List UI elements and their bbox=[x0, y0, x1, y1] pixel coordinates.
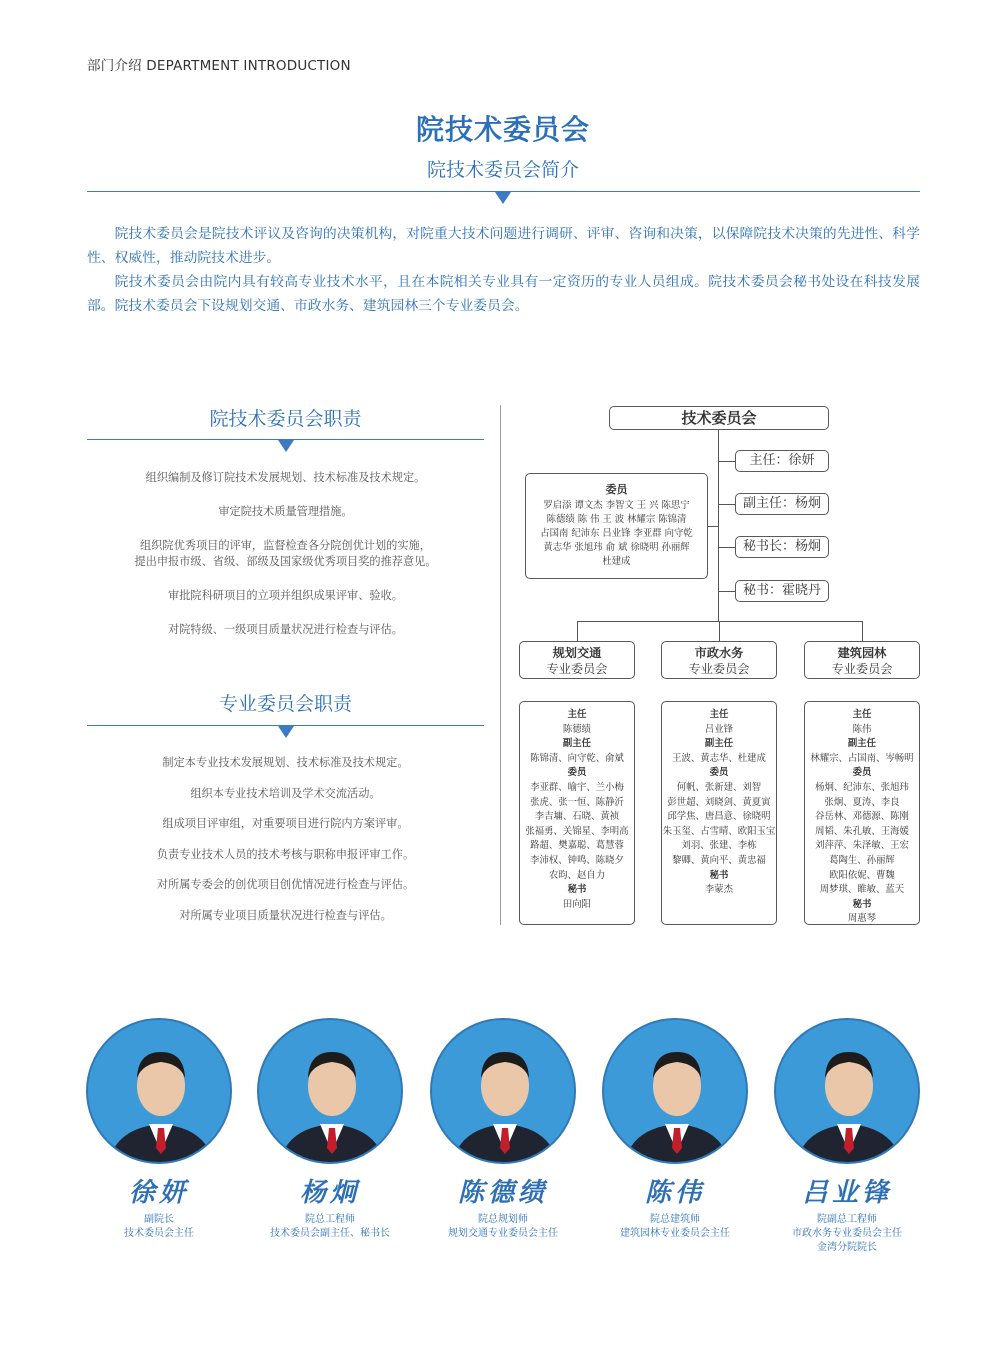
leader-caption bbox=[250, 1213, 410, 1241]
detail-line: 周惠琴 bbox=[847, 913, 877, 925]
leader-portrait bbox=[602, 1018, 748, 1164]
duty-item: 负责专业技术人员的技术考核与职称申报评审工作。 bbox=[156, 847, 415, 861]
leader-portrait bbox=[257, 1018, 403, 1164]
page-title: 院技术委员会 bbox=[415, 113, 590, 146]
detail-line: 周韬、朱孔敏、王海媛 bbox=[815, 825, 909, 837]
detail-line: 杨炯、纪沛东、张旭玮 bbox=[815, 781, 909, 793]
org-sub-drop bbox=[577, 621, 578, 641]
leader-caption-line: 院总工程师 bbox=[305, 1214, 355, 1225]
detail-line: 刘萍萍、朱泽敏、王宏 bbox=[815, 840, 909, 852]
detail-heading: 委员 bbox=[709, 767, 729, 779]
subcommittee-detail bbox=[661, 701, 777, 925]
leader-caption-line: 规划交通专业委员会主任 bbox=[448, 1228, 558, 1239]
leader-caption-line: 技术委员会主任 bbox=[124, 1228, 194, 1239]
detail-line: 吕业锋 bbox=[704, 723, 734, 735]
subcommittee-suffix: 专业委员会 bbox=[688, 662, 750, 676]
detail-heading: 主任 bbox=[852, 709, 872, 720]
detail-line: 邱学焦、唐昌意、徐晓明 bbox=[667, 811, 771, 823]
detail-line: 张福勇、关锦星、李明高 bbox=[525, 825, 629, 837]
subcommittee-name: 市政水务 bbox=[694, 646, 744, 660]
duty-item: 对院特级、一级项目质量状况进行检查与评估。 bbox=[168, 623, 403, 636]
page-subtitle: 院技术委员会简介 bbox=[426, 159, 579, 181]
org-trunk-line bbox=[718, 430, 719, 621]
committee-duties-arrow bbox=[278, 440, 294, 452]
column-separator bbox=[500, 405, 501, 925]
members-row: 黄志华 张旭玮 俞 斌 徐晓明 孙丽辉 bbox=[543, 542, 690, 553]
role-box-secretary: 秘书：霍晓丹 bbox=[735, 580, 829, 602]
leader-caption-line: 院总规划师 bbox=[478, 1214, 528, 1225]
detail-line: 张炯、夏涛、李良 bbox=[824, 796, 900, 808]
detail-heading: 主任 bbox=[709, 709, 729, 720]
org-sub-horizontal bbox=[577, 621, 863, 622]
duty-item: 组织院优秀项目的评审，监督检查各分院创优计划的实施， bbox=[140, 539, 431, 552]
org-sub-drop bbox=[719, 621, 720, 641]
person-silhouette-icon bbox=[432, 1020, 576, 1164]
detail-line: 彭世超、刘晓剑、黄夏寅 bbox=[667, 796, 771, 808]
members-title: 委员 bbox=[605, 483, 628, 496]
org-top-box: 技术委员会 bbox=[609, 406, 829, 430]
sub-duties-title: 专业委员会职责 bbox=[218, 693, 352, 715]
detail-line: 李蒙杰 bbox=[704, 884, 734, 896]
members-row: 罗启添 谭文杰 李智文 王 兴 陈思宁 bbox=[543, 500, 690, 511]
subcommittee-name: 规划交通 bbox=[552, 646, 602, 660]
members-box bbox=[525, 473, 708, 579]
detail-line: 李亚群、喻宇、兰小梅 bbox=[530, 781, 624, 793]
duty-item: 审定院技术质量管理措施。 bbox=[218, 505, 353, 518]
person-silhouette-icon bbox=[259, 1020, 403, 1164]
leader-caption-line: 副院长 bbox=[144, 1214, 174, 1225]
leader-portrait bbox=[774, 1018, 920, 1164]
duty-item: 制定本专业技术发展规划、技术标准及技术规定。 bbox=[162, 756, 409, 769]
members-row: 陈德绩 陈 伟 王 波 林耀宗 陈锦清 bbox=[546, 514, 687, 525]
leader-portrait bbox=[430, 1018, 576, 1164]
leader-portrait bbox=[86, 1018, 232, 1164]
leader-signature: 陈德绩 bbox=[457, 1178, 548, 1208]
leader-signature: 陈伟 bbox=[644, 1178, 705, 1208]
detail-heading: 秘书 bbox=[852, 898, 872, 910]
role-box-deputy: 副主任：杨炯 bbox=[735, 493, 829, 515]
org-role-branch bbox=[718, 591, 735, 592]
subcommittee-header bbox=[804, 641, 920, 679]
detail-line: 林耀宗、占国南、岑畅明 bbox=[810, 752, 914, 764]
subcommittee-detail bbox=[519, 701, 635, 925]
detail-line: 何帆、张新建、刘智 bbox=[676, 781, 762, 793]
leader-caption bbox=[423, 1213, 583, 1241]
duty-item: 对所属专业项目质量状况进行检查与评估。 bbox=[179, 908, 392, 922]
detail-line: 李沛权、钟鸣、陈晓夕 bbox=[530, 854, 624, 866]
leader-caption-line: 院副总工程师 bbox=[817, 1214, 877, 1225]
leader-caption bbox=[767, 1213, 927, 1255]
header-tag: 部门介绍 DEPARTMENT INTRODUCTION bbox=[87, 58, 351, 74]
person-silhouette-icon bbox=[776, 1020, 920, 1164]
detail-line: 陈德绩 bbox=[562, 723, 592, 735]
detail-line: 张虎、张一恒、陈静沂 bbox=[530, 796, 624, 808]
duty-item: 审批院科研项目的立项并组织成果评审、验收。 bbox=[168, 589, 403, 602]
members-row: 占国南 纪沛东 吕业锋 李亚群 向守乾 bbox=[540, 528, 693, 539]
org-members-branch bbox=[708, 526, 718, 527]
duty-item: 组成项目评审组，对重要项目进行院内方案评审。 bbox=[162, 817, 409, 830]
role-box-director: 主任：徐妍 bbox=[735, 450, 829, 472]
duty-item: 对所属专委会的创优项目创优情况进行检查与评估。 bbox=[156, 878, 415, 891]
title-divider-arrow bbox=[495, 192, 511, 204]
detail-heading: 委员 bbox=[852, 767, 872, 779]
leader-signature: 杨炯 bbox=[299, 1178, 360, 1208]
detail-heading: 副主任 bbox=[704, 738, 734, 750]
person-silhouette-icon bbox=[604, 1020, 748, 1164]
committee-duties-list bbox=[87, 470, 484, 638]
subcommittee-suffix: 专业委员会 bbox=[831, 662, 893, 676]
detail-line: 刘羽、张建、李栋 bbox=[681, 840, 757, 852]
subcommittee-name: 建筑园林 bbox=[837, 646, 887, 660]
members-row: 杜建成 bbox=[602, 556, 631, 567]
org-role-branch bbox=[718, 461, 735, 462]
detail-line: 谷岳林、邓德源、陈刚 bbox=[815, 811, 909, 823]
leader-caption bbox=[79, 1213, 239, 1241]
detail-heading: 委员 bbox=[567, 767, 587, 779]
detail-line: 路超、樊嘉聪、葛慧蓉 bbox=[530, 840, 624, 852]
person-silhouette-icon bbox=[88, 1020, 232, 1164]
duty-item: 组织本专业技术培训及学术交流活动。 bbox=[190, 786, 381, 800]
detail-line: 陈锦清、向守乾、俞斌 bbox=[530, 752, 624, 764]
subcommittee-detail bbox=[804, 701, 920, 925]
detail-line: 欧阳依妮、曹魏 bbox=[829, 869, 895, 881]
detail-line: 李吉墉、石晓、黄祯 bbox=[534, 811, 620, 823]
detail-heading: 副主任 bbox=[847, 738, 877, 750]
detail-line: 葛陶生、孙丽辉 bbox=[829, 854, 895, 866]
intro-text bbox=[87, 222, 920, 318]
subcommittee-header bbox=[661, 641, 777, 679]
duty-item: 组织编制及修订院技术发展规划、技术标准及技术规定。 bbox=[145, 471, 426, 484]
leader-signature: 徐妍 bbox=[128, 1178, 189, 1208]
detail-line: 农昀、赵自力 bbox=[548, 869, 606, 881]
org-role-branch bbox=[718, 504, 735, 505]
intro-paragraph: 院技术委员会是院技术评议及咨询的决策机构，对院重大技术问题进行调研、评审、咨询和决策，以保障院技术决策的先进性、科学性、权威性，推动院技术进步。 bbox=[87, 226, 920, 266]
detail-line: 黎卿、黄向平、黄忠福 bbox=[672, 854, 766, 866]
leader-caption-line: 技术委员会副主任、秘书长 bbox=[270, 1228, 390, 1239]
sub-duties-list bbox=[87, 755, 484, 924]
leader-caption-line: 金湾分院院长 bbox=[817, 1242, 877, 1253]
org-sub-drop bbox=[862, 621, 863, 641]
leader-caption-line: 建筑园林专业委员会主任 bbox=[620, 1228, 730, 1239]
detail-line: 朱玉玺、占雪晴、欧阳玉宝 bbox=[662, 825, 776, 837]
duty-item: 提出申报市级、省级、部级及国家级优秀项目奖的推荐意见。 bbox=[134, 555, 437, 568]
leader-caption bbox=[595, 1213, 755, 1241]
role-box-secretary-general: 秘书长：杨炯 bbox=[735, 536, 829, 558]
intro-paragraph: 院技术委员会由院内具有较高专业技术水平，且在本院相关专业具有一定资历的专业人员组成。院技术委员会秘书处设在科技发展部。院技术委员会下设规划交通、市政水务、建筑园林三个专业委员会。 bbox=[87, 274, 920, 314]
detail-heading: 主任 bbox=[567, 709, 587, 720]
leader-signature: 吕业锋 bbox=[801, 1178, 892, 1208]
subcommittee-header bbox=[519, 641, 635, 679]
leader-caption-line: 院总建筑师 bbox=[650, 1214, 700, 1225]
detail-heading: 秘书 bbox=[567, 884, 587, 896]
detail-line: 王波、黄志华、杜建成 bbox=[672, 752, 766, 764]
sub-duties-arrow bbox=[278, 726, 294, 738]
detail-line: 田向阳 bbox=[562, 898, 592, 910]
subcommittee-suffix: 专业委员会 bbox=[546, 662, 608, 676]
leader-caption-line: 市政水务专业委员会主任 bbox=[792, 1228, 902, 1239]
detail-line: 周梦琪、睢敏、蓝天 bbox=[819, 884, 905, 896]
committee-duties-title: 院技术委员会职责 bbox=[209, 408, 362, 430]
org-role-branch bbox=[718, 547, 735, 548]
detail-heading: 秘书 bbox=[709, 869, 729, 881]
detail-line: 陈伟 bbox=[852, 723, 872, 735]
detail-heading: 副主任 bbox=[562, 738, 592, 750]
